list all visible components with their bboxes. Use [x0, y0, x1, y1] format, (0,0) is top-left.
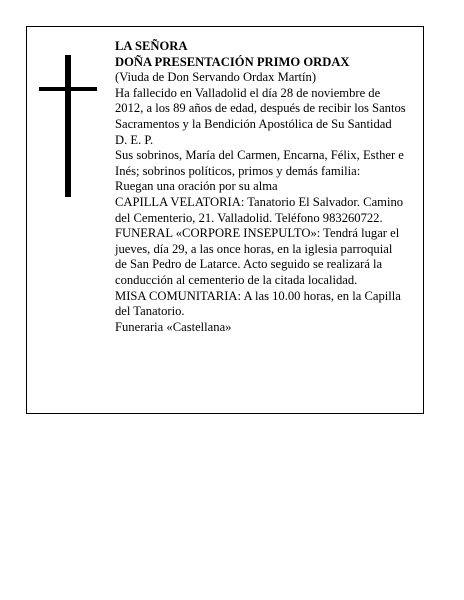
- cross-icon: [65, 55, 71, 197]
- notice-title: LA SEÑORA: [115, 39, 188, 53]
- notice-content: [115, 39, 407, 335]
- rip: D. E. P.: [115, 132, 154, 147]
- deceased-name: DOÑA PRESENTACIÓN PRIMO ORDAX: [115, 54, 350, 69]
- family-text: Sus sobrinos, María del Carmen, Encarna, Félix, Esther e Inés; sobrinos políticos, primos y demás familia:: [115, 148, 404, 178]
- prayer-text: Ruegan una oración por su alma: [115, 179, 278, 194]
- death-text: Ha fallecido en Valladolid el día 28 de noviembre de 2012, a los 89 años de edad, después de recibir los Santos Sacramentos y la Bendición Apostólica de Su Santidad: [115, 85, 406, 131]
- obituary-notice: [26, 26, 424, 414]
- funeral-text: FUNERAL «CORPORE INSEPULTO»: Tendrá lugar el jueves, día 29, a las once horas, en la iglesia parroquial de San Pedro de Latarce. Acto seguido se realizará la conducción al cementerio de la citada localidad.: [115, 226, 400, 287]
- widow-of: (Viuda de Don Servando Ordax Martín): [115, 70, 317, 85]
- mass-text: MISA COMUNITARIA: A las 10.00 horas, en la Capilla del Tanatorio.: [115, 288, 401, 319]
- funeral-home: Funeraria «Castellana»: [115, 319, 232, 334]
- cross-icon-bar: [39, 87, 97, 91]
- chapel-text: CAPILLA VELATORIA: Tanatorio El Salvador. Camino del Cementerio, 21. Valladolid. Teléfono 983260722.: [115, 194, 404, 225]
